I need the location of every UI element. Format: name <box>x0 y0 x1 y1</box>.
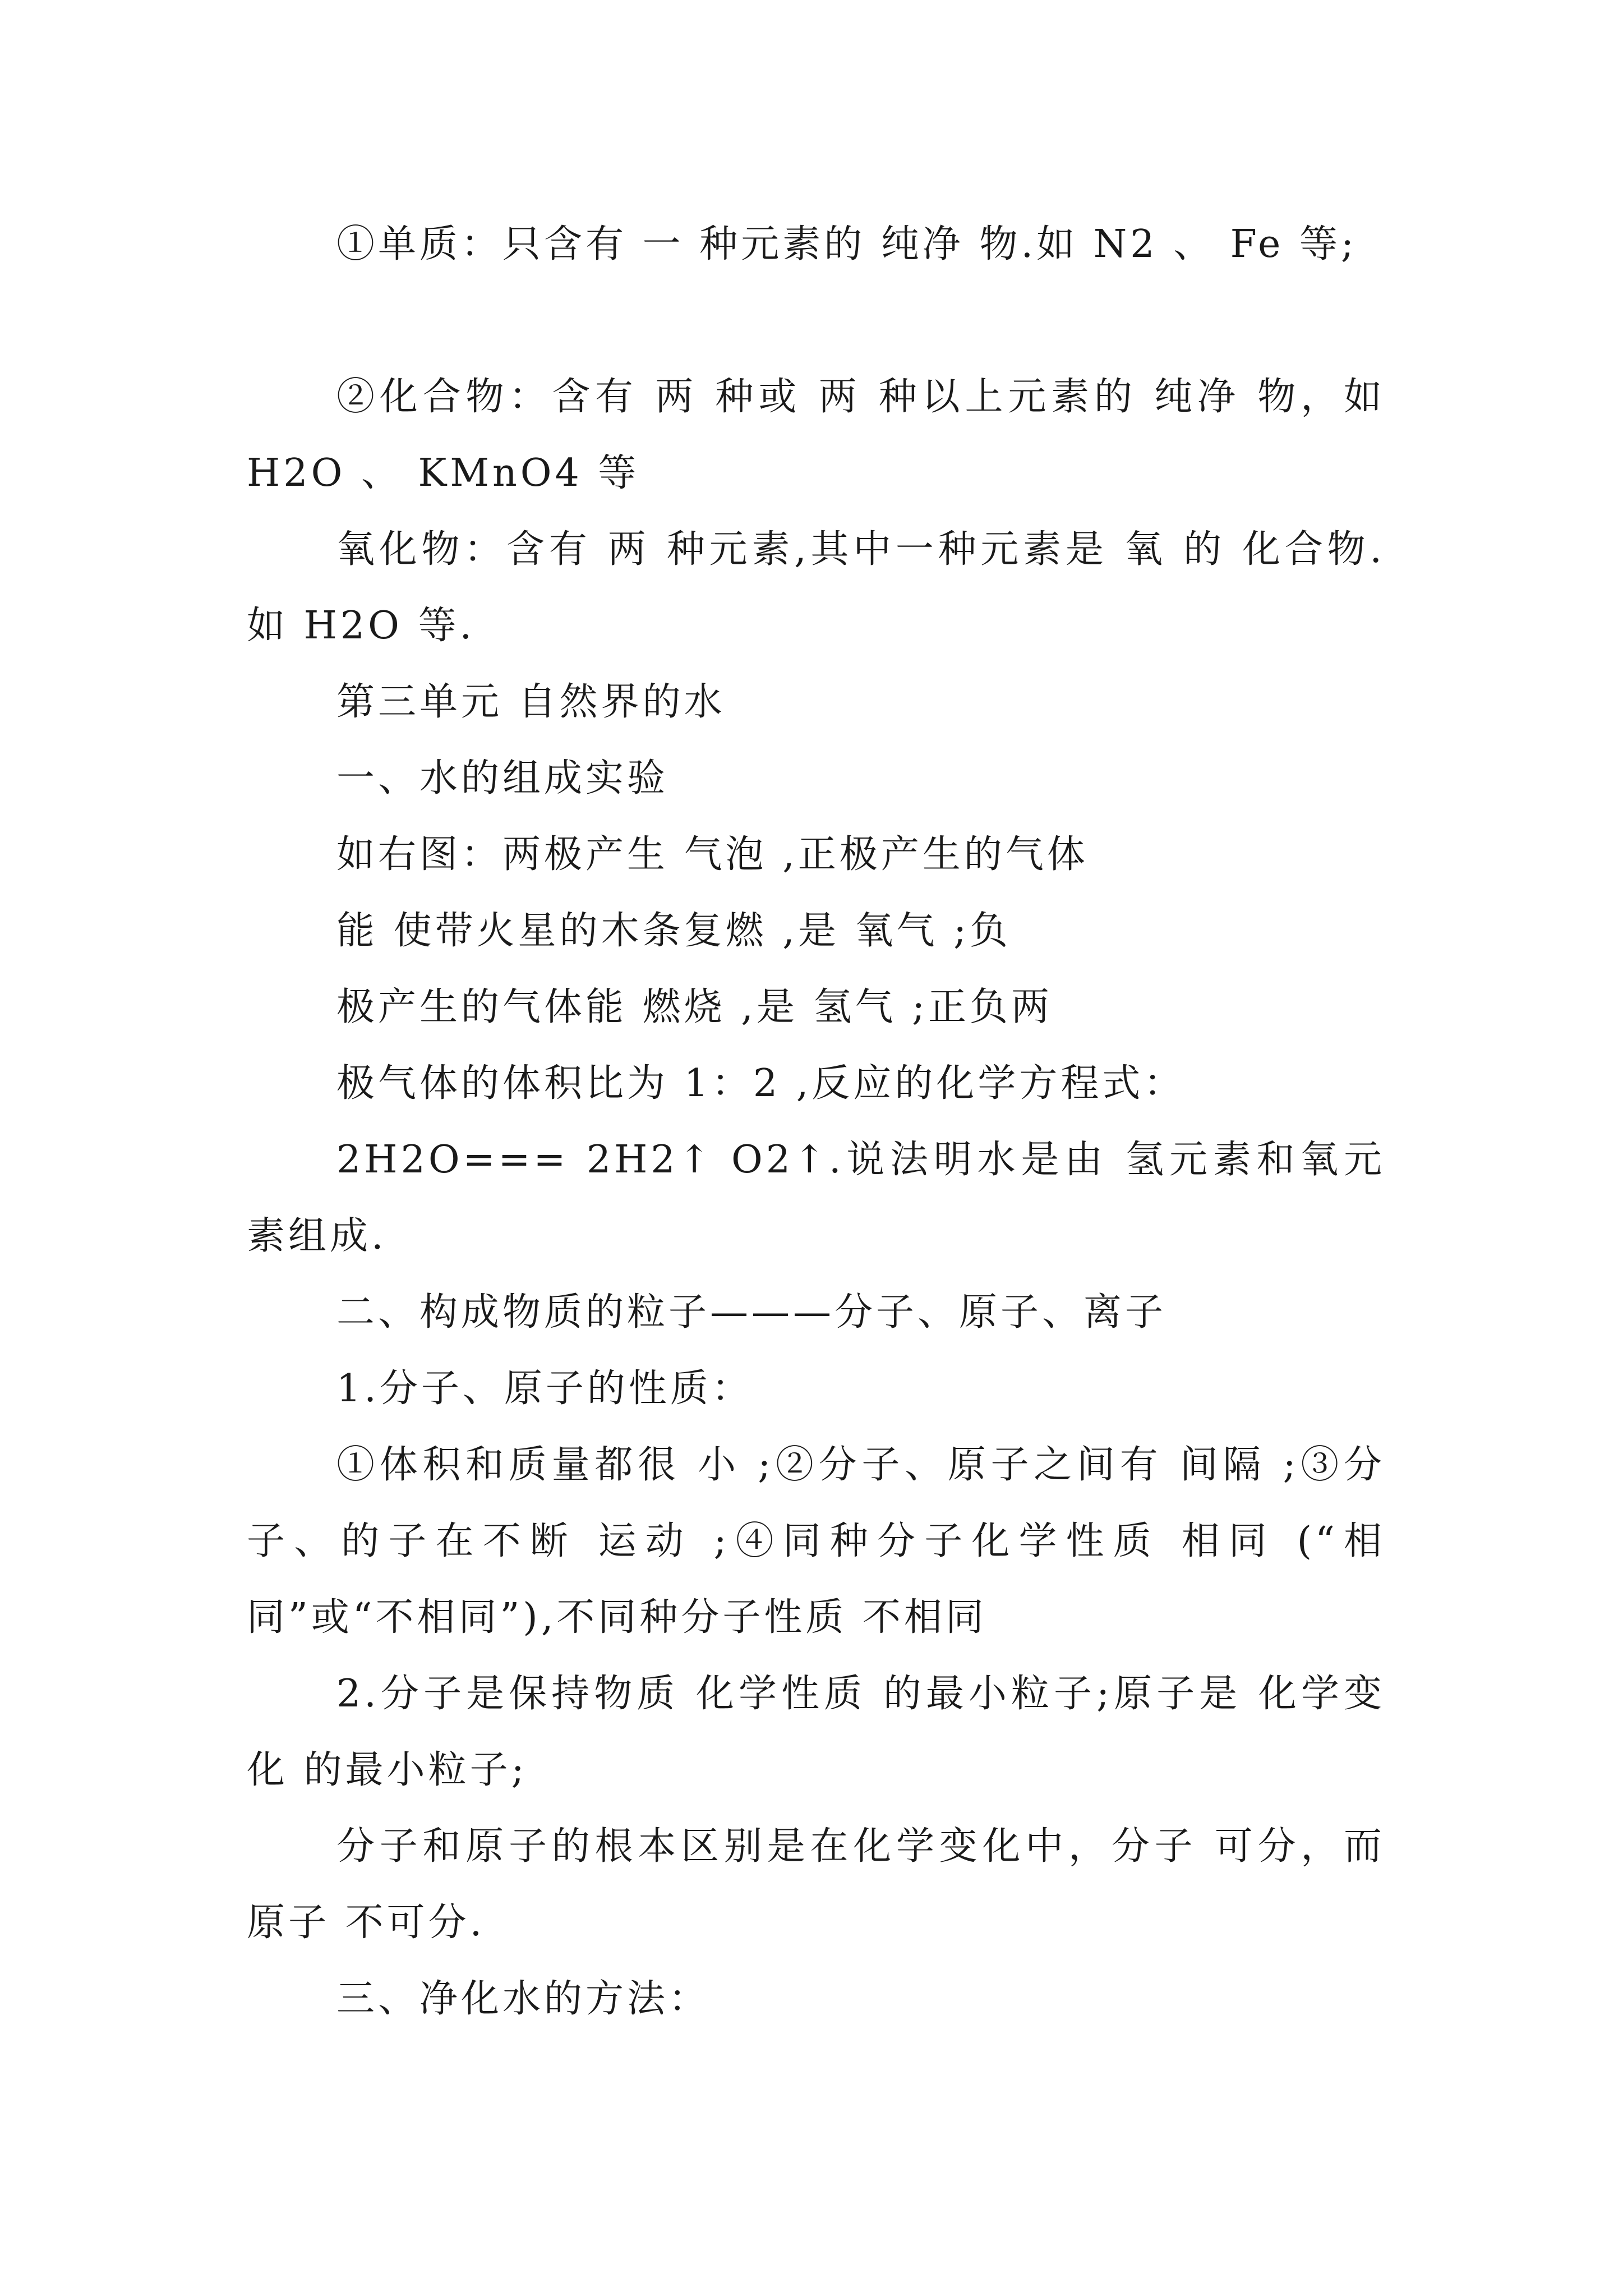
paragraph-elementary-substance: ①单质：只含有 一 种元素的 纯净 物.如 N2 、 Fe 等; <box>336 222 1357 266</box>
paragraph-electrolysis-line-2: 能 使带火星的木条复燃 ,是 氧气 ;负 <box>336 909 1011 953</box>
section-heading-particles: 二、构成物质的粒子———分子、原子、离子 <box>336 1290 1167 1335</box>
paragraph-electrolysis-line-3: 极产生的气体能 燃烧 ,是 氢气 ;正负两 <box>336 985 1053 1029</box>
paragraph-molecule-definition: 2.分子是保持物质 化学性质 的最小粒子;原子是 化学变化 的最小粒子; <box>247 1672 1385 1792</box>
paragraph-properties: ①体积和质量都很 小 ;②分子、原子之间有 间隔 ;③分子、的子在不断 运动 ;④同种分子化学性质 相同 (“相同”或“不相同”),不同种分子性质 不相同 <box>247 1443 1385 1640</box>
paragraph-molecule-atom-difference: 分子和原子的根本区别是在化学变化中，分子 可分，而 原子 不可分. <box>247 1824 1385 1945</box>
section-heading-water-composition: 一、水的组成实验 <box>336 756 669 800</box>
paragraph-electrolysis-line-1: 如右图：两极产生 气泡 ,正极产生的气体 <box>336 832 1089 877</box>
section-heading-water-purification: 三、净化水的方法： <box>336 1977 711 2021</box>
paragraph-compound: ②化合物：含有 两 种或 两 种以上元素的 纯净 物，如 H2O 、 KMnO4 等 <box>247 375 1385 495</box>
paragraph-electrolysis-line-4: 极气体的体积比为 1：2 ,反应的化学方程式： <box>336 1061 1186 1106</box>
unit-heading: 第三单元 自然界的水 <box>336 680 726 724</box>
subheading-properties: 1.分子、原子的性质： <box>336 1366 753 1411</box>
paragraph-equation: 2H2O=== 2H2↑ O2↑.说法明水是由 氢元素和氧元素组成. <box>247 1138 1385 1258</box>
paragraph-oxide: 氧化物：含有 两 种元素,其中一种元素是 氧 的 化合物.如 H2O 等. <box>247 527 1385 648</box>
